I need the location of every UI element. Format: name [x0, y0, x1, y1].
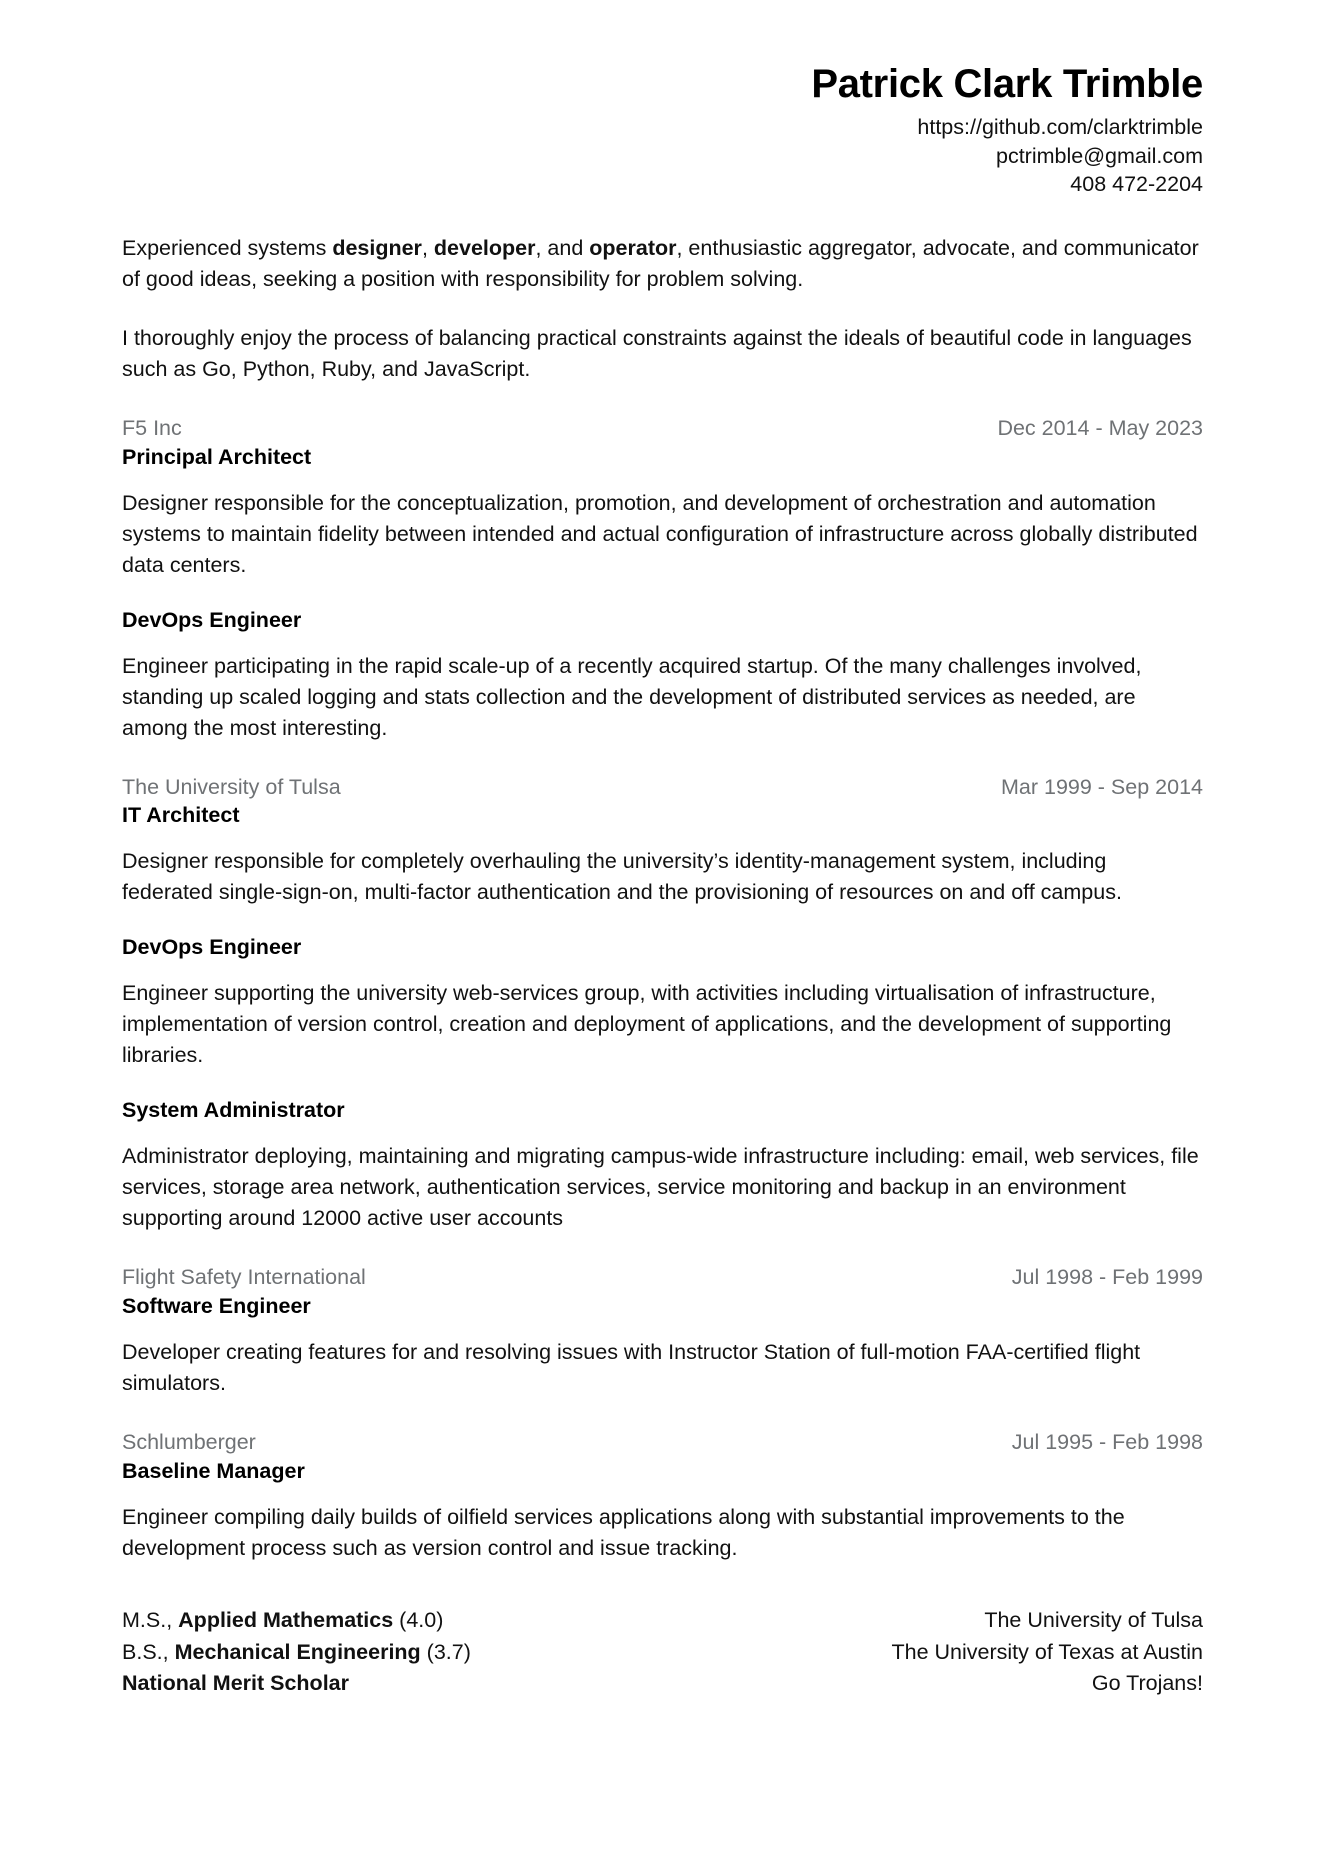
summary-text-3: , and [535, 236, 590, 261]
job-title: DevOps Engineer [122, 935, 302, 960]
job-title: Principal Architect [122, 444, 312, 469]
job-entry [122, 415, 1203, 744]
education-note: Go Trojans! [1091, 1671, 1203, 1696]
degree-gpa: (4.0) [393, 1608, 444, 1633]
job-description: Designer responsible for completely overhauling the university’s identity-management system, including federated single-sign-on, multi-factor authentication and the provisioning of resources on and off campus. [122, 849, 1122, 905]
education-degree [122, 1637, 471, 1668]
job-header-row [122, 1264, 1203, 1292]
job-title: IT Architect [122, 803, 240, 828]
degree-name: Applied Mathematics [178, 1608, 394, 1633]
page-title: Patrick Clark Trimble [811, 62, 1203, 106]
education-degree [122, 1605, 443, 1636]
job-description: Engineer participating in the rapid scale-up of a recently acquired startup. Of the many challenges involved, standing up scaled logging and stats collection and the development of distributed services as needed, are among the most interesting. [122, 653, 1142, 740]
summary-bold-developer: developer [433, 236, 536, 261]
email-address[interactable]: pctrimble@gmail.com [995, 143, 1203, 168]
employment-dates: Dec 2014 - May 2023 [997, 416, 1203, 440]
degree-name: Mechanical Engineering [174, 1639, 421, 1664]
job-header-row [122, 1429, 1203, 1457]
degree-gpa: (3.7) [420, 1639, 471, 1664]
job-title: Software Engineer [122, 1293, 311, 1318]
education-school: The University of Texas at Austin [891, 1639, 1203, 1664]
job-title: DevOps Engineer [122, 607, 302, 632]
education-award [122, 1668, 349, 1699]
education-row [122, 1668, 1203, 1699]
job-title: System Administrator [122, 1098, 345, 1123]
job-description: Developer creating features for and resolving issues with Instructor Station of full-motion FAA-certified flight simulators. [122, 1339, 1141, 1395]
phone-number[interactable]: 408 472-2204 [1070, 172, 1203, 197]
education-row [122, 1637, 1203, 1668]
job-title: Baseline Manager [122, 1458, 305, 1483]
summary-text-2: , [421, 236, 434, 261]
education-row [122, 1605, 1203, 1636]
job-description: Designer responsible for the conceptualization, promotion, and development of orchestration and automation systems to maintain fidelity between intended and actual configuration of infrastructure across globally distributed data centers. [122, 490, 1198, 577]
summary-text-1: Experienced systems [122, 236, 333, 261]
summary-bold-designer: designer [332, 236, 422, 261]
employment-dates: Jul 1998 - Feb 1999 [1011, 1264, 1203, 1289]
resume-header [122, 62, 1203, 199]
job-description: Engineer supporting the university web-services group, with activities including virtualisation of infrastructure, implementation of version control, creation and deployment of applications, and the development of supporting libraries. [122, 981, 1172, 1068]
github-url[interactable]: https://github.com/clarktrimble [917, 114, 1203, 139]
employment-dates: Mar 1999 - Sep 2014 [1001, 774, 1203, 799]
degree-prefix: M.S., [122, 1608, 179, 1633]
job-entry [122, 1264, 1203, 1399]
summary-paragraph [122, 233, 1203, 295]
job-entry [122, 1429, 1203, 1564]
education-school: The University of Tulsa [984, 1608, 1203, 1633]
company-name: F5 Inc [122, 416, 182, 440]
job-header-row [122, 774, 1203, 802]
summary-bold-operator: operator [589, 236, 677, 261]
job-description: Administrator deploying, maintaining and migrating campus-wide infrastructure including: email, web services, file services, storage area network, authentication services, service monitoring and backup in an environment supporting around 12000 active user accounts [122, 1144, 1199, 1230]
experience-section [122, 415, 1203, 1563]
company-name: Schlumberger [122, 1429, 256, 1454]
education-section [122, 1605, 1203, 1699]
company-name: The University of Tulsa [122, 774, 341, 799]
award-name: National Merit Scholar [122, 1671, 349, 1696]
company-name: Flight Safety International [122, 1264, 366, 1289]
job-entry [122, 774, 1203, 1234]
languages-paragraph: I thoroughly enjoy the process of balancing practical constraints against the ideals of beautiful code in languages such as Go, Python, Ruby, and JavaScript. [122, 326, 1192, 382]
summary-text-4: , enthusiastic aggregator, advocate, and communicator of good ideas, seeking a position with responsibility for problem solving. [122, 236, 1199, 292]
job-header-row [122, 415, 1203, 443]
employment-dates: Jul 1995 - Feb 1998 [1011, 1429, 1203, 1454]
job-description: Engineer compiling daily builds of oilfield services applications along with substantial improvements to the development process such as version control and issue tracking. [122, 1504, 1125, 1560]
degree-prefix: B.S., [122, 1639, 175, 1664]
